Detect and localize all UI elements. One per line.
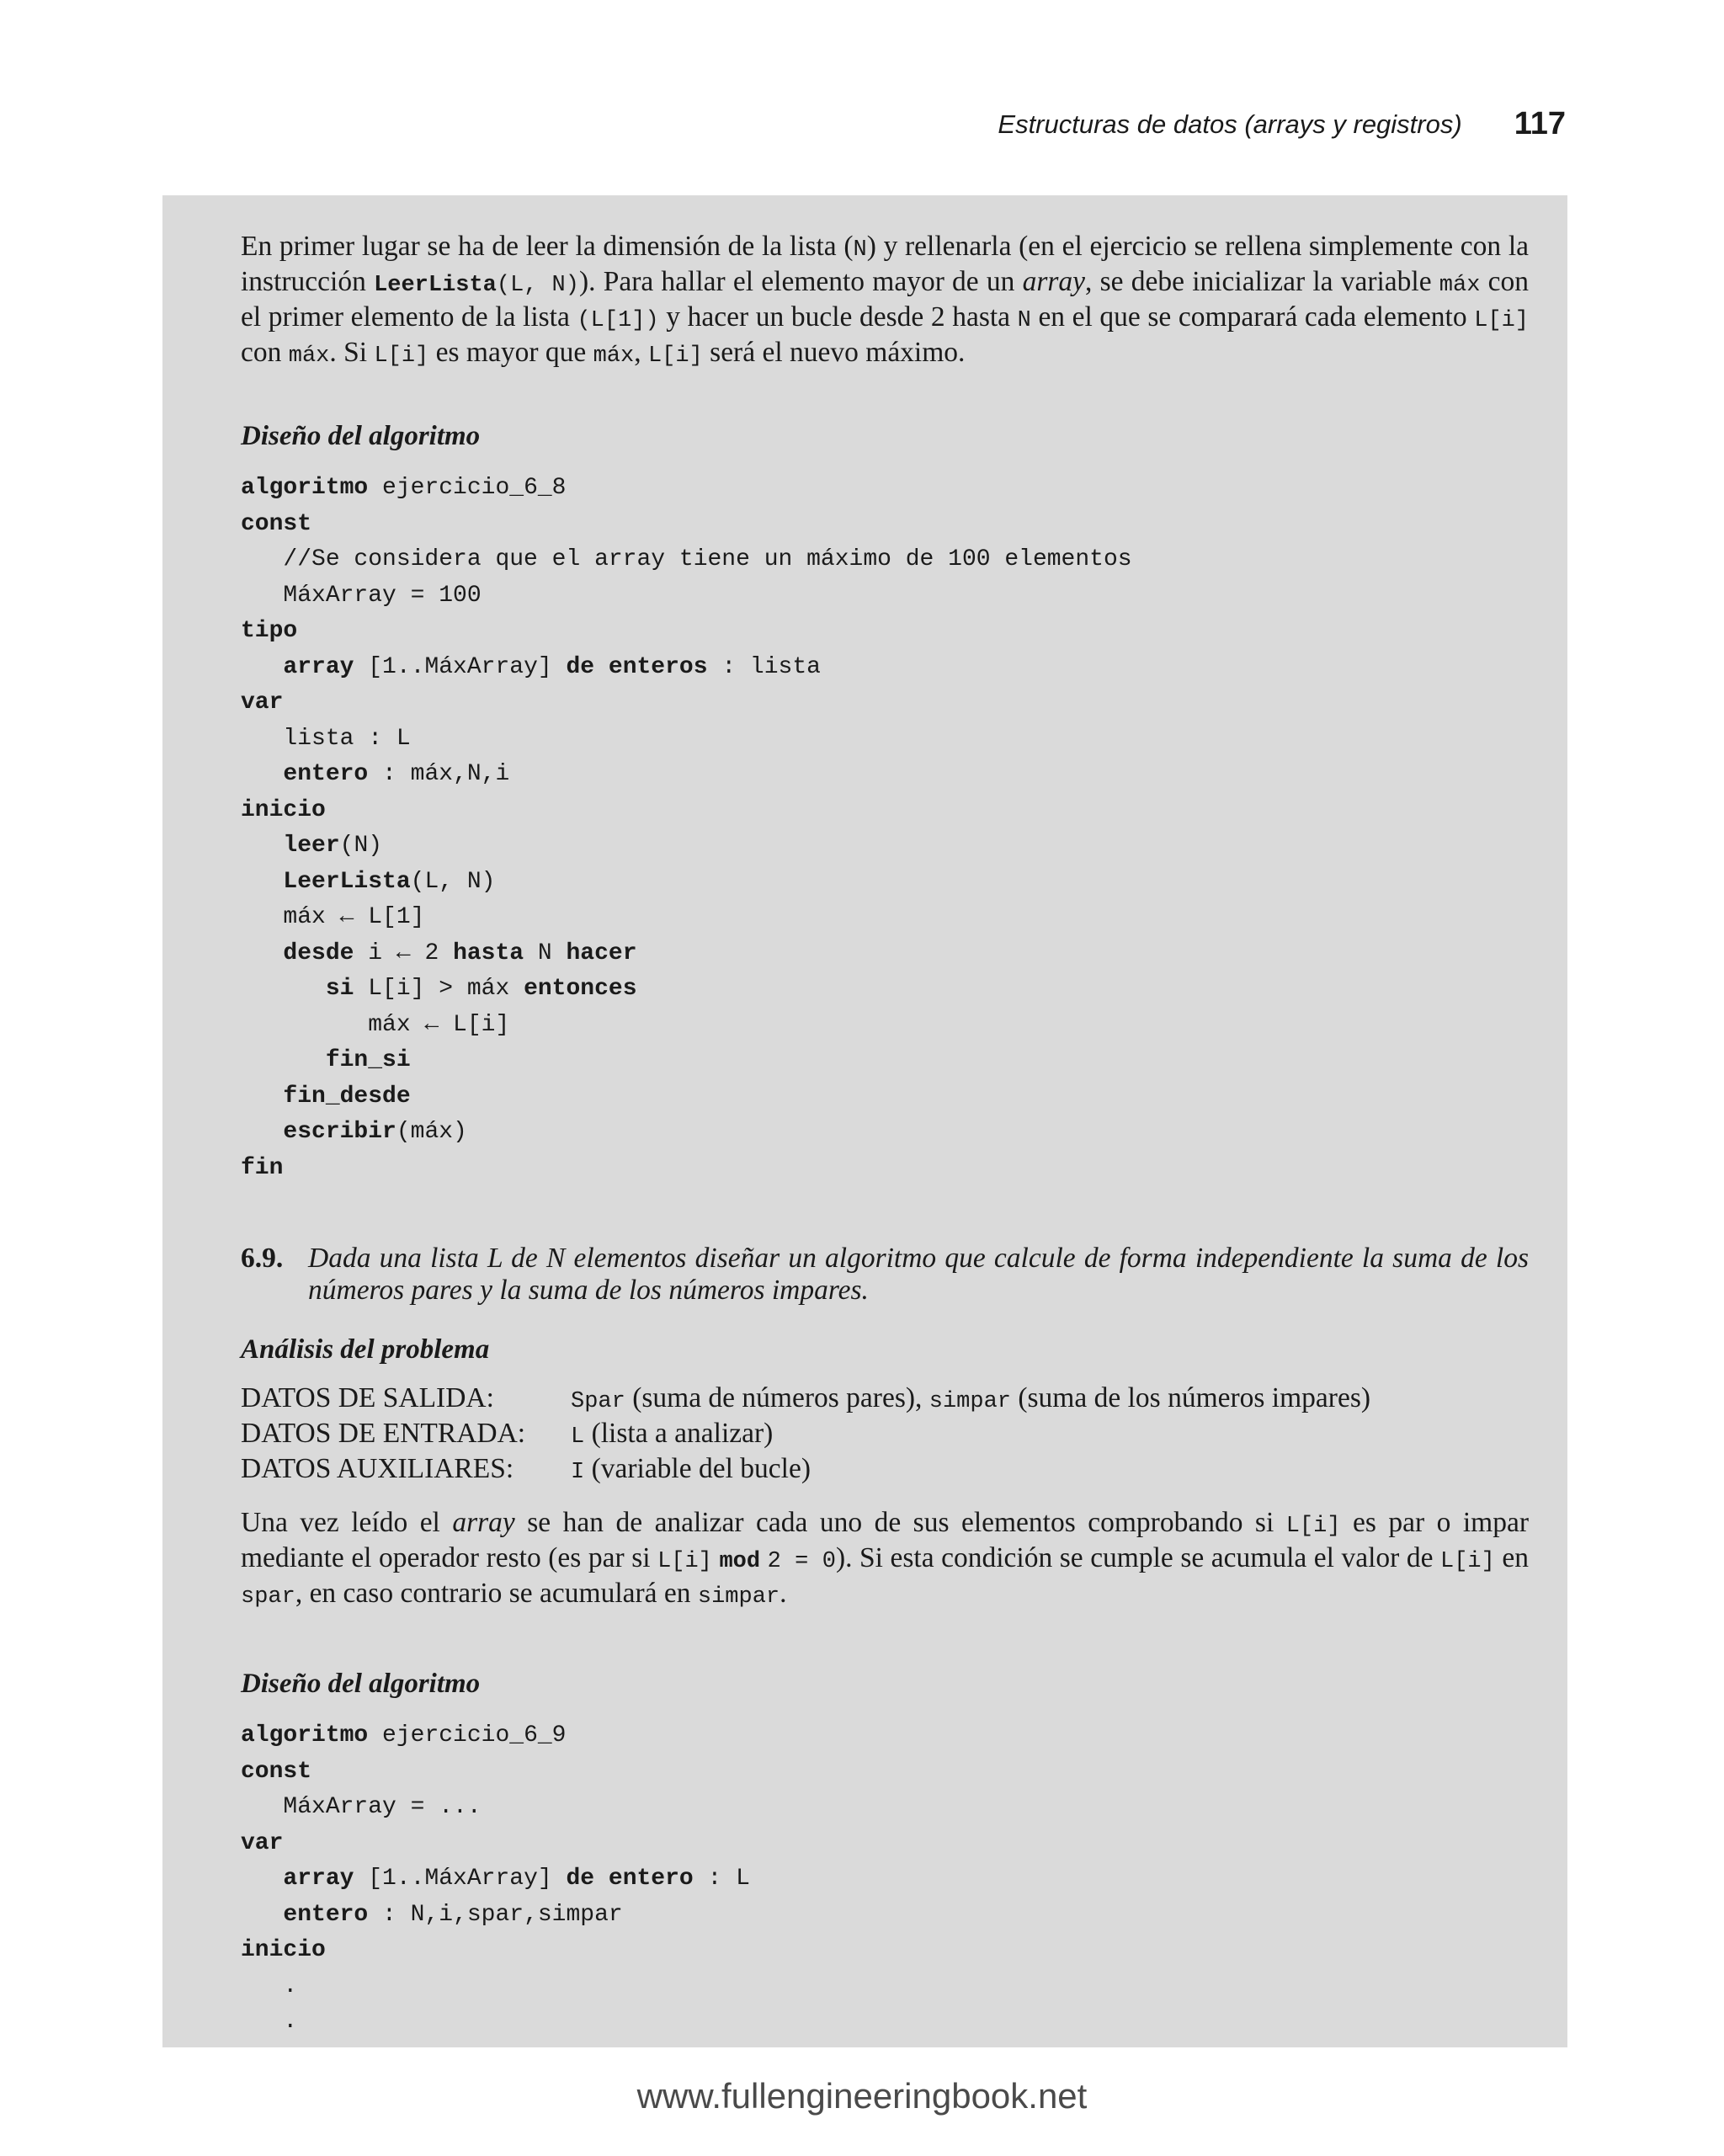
running-header — [926, 108, 1566, 140]
panel-content — [241, 231, 1529, 2041]
code-line: máx ← L[i] — [241, 1011, 510, 1038]
code-line: array [1..MáxArray] de entero : L — [283, 1866, 750, 1892]
code-line: lista : L — [241, 725, 411, 752]
code-line: entero : máx,N,i — [283, 761, 510, 787]
data-row-input: DATOS DE ENTRADA: L (lista a analizar) — [241, 1418, 774, 1450]
code-line: si L[i] > máx entonces — [325, 976, 637, 1002]
analysis-paragraph: Una vez leído el array se han de analizar cada uno de sus elementos comprobando si L[i] es par o impar mediante el operador resto (es par si L[i] mod 2 = 0). Si esta condición se cumple se acumula el valor de L[i] en spar, en caso contrario se acumulará en simpar. — [241, 1507, 1530, 1610]
code-line: fin_si — [325, 1047, 411, 1073]
code-line: algoritmo ejercicio_6_9 — [241, 1722, 567, 1749]
code-line: fin_desde — [283, 1083, 411, 1110]
code-line: MáxArray = ... — [241, 1794, 482, 1820]
code-line: inicio — [241, 796, 326, 823]
code-line: //Se considera que el array tiene un máximo de 100 elementos — [241, 546, 1132, 572]
footer-url: www.fullengineeringbook.net — [636, 2076, 1088, 2116]
data-definitions — [241, 1382, 1529, 1488]
page-number: 117 — [1514, 106, 1566, 141]
code-line: algoritmo ejercicio_6_8 — [241, 475, 567, 501]
code-line: escribir(máx) — [283, 1119, 467, 1145]
code-line: LeerLista(L, N) — [283, 868, 496, 895]
code-line: array [1..MáxArray] de enteros : lista — [283, 653, 821, 680]
code-line: fin — [241, 1154, 284, 1181]
code-line: MáxArray = 100 — [241, 582, 482, 609]
data-row-auxiliary: DATOS AUXILIARES: I (variable del bucle) — [241, 1453, 811, 1485]
code-line: . — [241, 1972, 298, 1999]
code-line: tipo — [241, 618, 298, 644]
code-line: const — [241, 510, 312, 537]
design-heading-2: Diseño del algoritmo — [241, 1669, 481, 1699]
code-line: máx ← L[1] — [241, 904, 425, 930]
code-line: inicio — [241, 1937, 326, 1963]
code-block-6-9 — [241, 1718, 1529, 2041]
code-line: const — [241, 1758, 312, 1785]
content-panel — [162, 195, 1567, 2047]
problem-statement: Dada una lista L de N elementos diseñar un algoritmo que calcule de forma independiente la suma de los números pares y la suma de los números impares. — [308, 1243, 1529, 1306]
code-line: desde i ← 2 hasta N hacer — [283, 940, 637, 966]
code-line: var — [241, 689, 284, 716]
code-line: var — [241, 1829, 284, 1856]
design-heading-1: Diseño del algoritmo — [241, 421, 481, 451]
running-title: Estructuras de datos (arrays y registros) — [998, 109, 1462, 139]
code-line: . — [241, 2009, 298, 2035]
data-row-output: DATOS DE SALIDA: Spar (suma de números pares), simpar (suma de los números impares) — [241, 1382, 1371, 1414]
problem-6-9 — [241, 1243, 1529, 1307]
code-block-6-8 — [241, 471, 1529, 1186]
code-line: entero : N,i,spar,simpar — [283, 1901, 623, 1928]
analysis-heading: Análisis del problema — [241, 1334, 490, 1365]
problem-number: 6.9. — [241, 1243, 284, 1274]
code-line: leer(N) — [283, 833, 383, 859]
intro-paragraph: En primer lugar se ha de leer la dimensión de la lista (N) y rellenarla (en el ejercicio se rellena simplemente con la instrucción LeerLista(L, N)). Para hallar el elemento mayor de un array, se debe inicializar la variable máx con el primer elemento de la lista (L[1]) y hacer un bucle desde 2 hasta N en el que se comparará cada elemento L[i] con máx. Si L[i] es mayor que máx, L[i] será el nuevo máximo. — [241, 231, 1530, 369]
